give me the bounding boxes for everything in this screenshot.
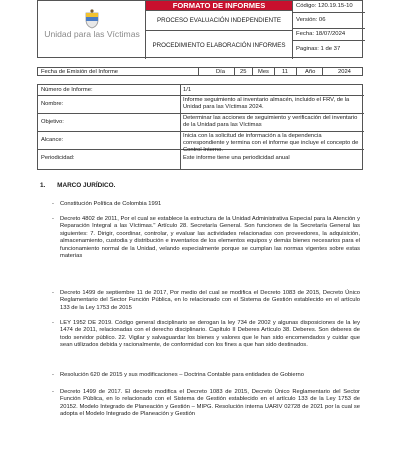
section-title: MARCO JURÍDICO. <box>57 182 116 189</box>
item-text: Constitución Política de Colombia 1991 <box>60 201 162 207</box>
table-row <box>38 150 364 170</box>
item-text: Decreto 4802 de 2011, Por el cual se establece la estructura de la Unidad Administrativa Especial para la Atención y Reparación Integral a las Víctimas." Artículo 28. Secretaría General. Son funciones de la Secretaría General las siguientes: 7. Dirigir, coordinar, controlar, y evaluar las actividades relacionadas con proveedores, la adquisición, almacenamiento, custodia y distribución e inventarios de los elementos equipos y demás bienes necesarios para el funcionamiento normal de la Unidad, velando especialmente porque se cumplan las normas vigentes sobre estas materias <box>60 216 360 260</box>
row-label: Alcance: <box>41 137 64 143</box>
divider <box>180 114 181 131</box>
divider <box>198 68 199 76</box>
list-item <box>52 216 360 260</box>
row-value: Inicia con la solicitud de información a la dependencia correspondiente y termina con el informe que incluye el concepto de Control Interno. <box>183 133 359 154</box>
year-label: Año <box>305 69 316 75</box>
divider <box>252 68 253 76</box>
emission-date-label: Fecha de Emisión del Informe <box>41 69 119 75</box>
logo-text: Unidad para las Víctimas <box>44 29 140 39</box>
list-item <box>52 372 360 379</box>
bullet: - <box>52 216 54 222</box>
pages-field: Paginas: 1 de 37 <box>296 46 341 52</box>
list-item <box>52 290 360 312</box>
item-text: LEY 1952 DE 2019. Código general disciplinario se derogan la ley 734 de 2002 y algunas disposiciones de la ley 1474 de 2011, relacionadas con el derecho disciplinario. Capítulo II Deberes Artículo 38. Deberes. Son deberes de todo servidor público. 22. Vigilar y salvaguardar los bienes y valores que le han sido encomendados y cuidar que sean utilizados debida y racionalmente, de conformidad con los fines a que han sido destinados. <box>60 320 360 349</box>
bullet: - <box>52 320 54 326</box>
list-item <box>52 389 360 419</box>
logo-cell <box>38 1 146 59</box>
table-row <box>38 85 364 96</box>
divider <box>180 96 181 113</box>
day-label: Día <box>216 69 226 75</box>
section-number: 1. <box>40 182 46 189</box>
divider <box>234 68 235 76</box>
item-text: Decreto 1499 de 2017. El decreto modifica el Decreto 1083 de 2015, Decreto Único Reglamentario del Sector Función Pública, en lo relacionado con el Sistema de Gestión establecido en el artículo 133 de la Ley 1753 de 20152. Modelo Integrado de Planeación y Gestión – MIPG. Resolución interna UARIV 02728 de 2021 por la cual se adopta el Modelo Integrado de Planeación y Gestión <box>60 389 360 418</box>
table-row <box>38 132 364 154</box>
bullet: - <box>52 372 54 378</box>
version-field: Versión: 06 <box>293 13 365 29</box>
list-item <box>52 320 360 350</box>
divider <box>180 85 181 95</box>
list-item <box>52 201 360 208</box>
bullet: - <box>52 290 54 296</box>
row-value: Informe seguimiento al inventario almacén, incluido el FRV, de la Unidad para las Víctimas 2024. <box>183 97 350 111</box>
month-label: Mes <box>258 69 269 75</box>
divider <box>274 68 275 76</box>
row-value: Este informe tiene una periodicidad anual <box>183 155 290 161</box>
month-value: 11 <box>282 69 289 75</box>
divider <box>180 150 181 170</box>
document-header <box>37 0 363 58</box>
year-value: 2024 <box>338 69 351 75</box>
code-field: Código: 120.19.15-10 <box>293 1 365 13</box>
table-row <box>38 96 364 114</box>
row-value: 1/1 <box>183 87 192 93</box>
date-field: Fecha: 18/07/2024 <box>293 29 365 41</box>
section-heading <box>40 182 115 189</box>
row-value: Determinar las acciones de seguimiento y verificación del inventario de la Unidad para las Víctimas <box>183 115 358 129</box>
row-label: Número de Informe: <box>41 87 93 93</box>
process-name: PROCESO EVALUACIÓN INDEPENDIENTE <box>146 10 292 30</box>
bullet: - <box>52 201 54 207</box>
divider <box>322 68 323 76</box>
table-row <box>38 114 364 132</box>
item-text: Decreto 1499 de septiembre 11 de 2017, Por medio del cual se modifica el Decreto 1083 de 2015, Decreto Único Reglamentario del Sector Función Pública, en lo relacionado con el Sistema de Gestión establecido en el artículo 133 de la Ley 1753 de 2015 <box>60 290 360 311</box>
row-label: Periodicidad: <box>41 155 75 161</box>
document-meta <box>292 1 364 59</box>
row-label: Nombre: <box>41 101 64 107</box>
row-label: Objetivo: <box>41 119 64 125</box>
report-info-table <box>37 84 363 170</box>
divider <box>296 68 297 76</box>
item-text: Resolución 620 de 2015 y sus modificaciones – Doctrina Contable para entidades de Gobierno <box>60 372 304 378</box>
coat-of-arms-icon <box>84 9 100 29</box>
emission-date-bar <box>37 67 363 76</box>
day-value: 25 <box>240 69 247 75</box>
bullet: - <box>52 389 54 395</box>
procedure-name: PROCEDIMIENTO ELABORACIÓN INFORMES <box>146 30 292 59</box>
divider <box>180 132 181 149</box>
format-title: FORMATO DE INFORMES <box>146 1 292 10</box>
